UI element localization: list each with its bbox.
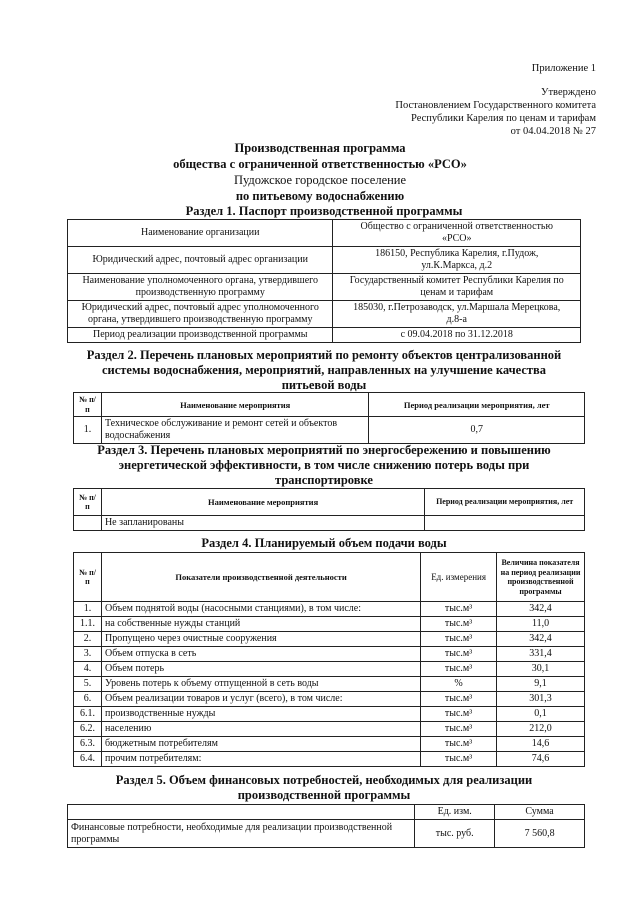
- row-indicator: Пропущено через очистные сооружения: [101, 632, 420, 647]
- table-row: [68, 247, 581, 274]
- row-unit: тыс.м³: [421, 602, 497, 617]
- passport-value: Общество с ограниченной ответственностью «РСО»: [333, 220, 581, 247]
- row-name: Техническое обслуживание и ремонт сетей и объектов водоснабжения: [101, 417, 368, 444]
- row-indicator: Объем реализации товаров и услуг (всего), в том числе:: [101, 692, 420, 707]
- section4-table: [73, 552, 585, 767]
- row-name: Финансовые потребности, необходимые для реализации производственной программы: [68, 820, 415, 848]
- table-row: [74, 722, 585, 737]
- row-unit: тыс.м³: [421, 752, 497, 767]
- col-header-unit: Ед. измерения: [421, 553, 497, 602]
- row-value: 30,1: [497, 662, 585, 677]
- row-value: 342,4: [497, 602, 585, 617]
- table-row: [74, 647, 585, 662]
- table-header-row: [74, 393, 585, 417]
- title-line: по питьевому водоснабжению: [235, 189, 405, 203]
- table-row: [74, 752, 585, 767]
- col-header-name: Наименование мероприятия: [101, 393, 368, 417]
- header-blank-cell: [68, 805, 415, 820]
- table-row: [68, 220, 581, 247]
- section1-title: Раздел 1. Паспорт производственной программы: [185, 204, 463, 218]
- section5-table: [67, 804, 585, 848]
- row-indicator: производственные нужды: [101, 707, 420, 722]
- row-value: 74,6: [497, 752, 585, 767]
- row-unit: тыс.м³: [421, 692, 497, 707]
- passport-label: Юридический адрес, почтовый адрес уполномоченного органа, утвердившего производственную программу: [68, 301, 333, 328]
- passport-value: Государственный комитет Республики Карелия по ценам и тарифам: [333, 274, 581, 301]
- section3-table: [73, 488, 585, 531]
- row-unit: тыс.м³: [421, 662, 497, 677]
- title-line: общества с ограниченной ответственностью «РСО»: [173, 157, 467, 171]
- table-row: [74, 692, 585, 707]
- row-value: 301,3: [497, 692, 585, 707]
- col-header-num: № п/п: [74, 553, 102, 602]
- passport-label: Юридический адрес, почтовый адрес организации: [68, 247, 333, 274]
- row-unit: %: [421, 677, 497, 692]
- row-indicator: Уровень потерь к объему отпущенной в сеть воды: [101, 677, 420, 692]
- row-value: 14,6: [497, 737, 585, 752]
- section4-title: Раздел 4. Планируемый объем подачи воды: [201, 536, 447, 550]
- row-num: 6.4.: [74, 752, 102, 767]
- passport-value: 186150, Республика Карелия, г.Пудож, ул.К.Маркса, д.2: [333, 247, 581, 274]
- table-row: [68, 820, 585, 848]
- row-num: 1.1.: [74, 617, 102, 632]
- row-value: 11,0: [497, 617, 585, 632]
- table-row: [74, 632, 585, 647]
- table-row: [74, 707, 585, 722]
- row-value: 9,1: [497, 677, 585, 692]
- row-num: 1.: [74, 417, 102, 444]
- row-num: 2.: [74, 632, 102, 647]
- row-num: [74, 516, 102, 531]
- approval-line: от 04.04.2018 № 27: [510, 126, 596, 137]
- row-value: 212,0: [497, 722, 585, 737]
- row-unit: тыс. руб.: [415, 820, 495, 848]
- row-indicator: Объем отпуска в сеть: [101, 647, 420, 662]
- approval-line: Утверждено: [541, 87, 596, 98]
- appendix-label: Приложение 1: [531, 63, 596, 74]
- row-period: [425, 516, 585, 531]
- table-row: [74, 516, 585, 531]
- table-header-row: [74, 553, 585, 602]
- table-header-row: [74, 489, 585, 516]
- row-num: 5.: [74, 677, 102, 692]
- section5-title: Раздел 5. Объем финансовых потребностей, необходимых для реализации производственной программы: [115, 773, 533, 802]
- table-row: [74, 617, 585, 632]
- row-num: 1.: [74, 602, 102, 617]
- row-unit: тыс.м³: [421, 647, 497, 662]
- row-sum: 7 560,8: [495, 820, 585, 848]
- col-header-sum: Сумма: [495, 805, 585, 820]
- row-value: 331,4: [497, 647, 585, 662]
- table-row: [74, 737, 585, 752]
- row-value: 342,4: [497, 632, 585, 647]
- passport-value: с 09.04.2018 по 31.12.2018: [333, 328, 581, 343]
- approval-block: [395, 86, 596, 138]
- table-row: [74, 662, 585, 677]
- col-header-num: № п/п: [74, 393, 102, 417]
- col-header-period: Период реализации мероприятия, лет: [369, 393, 585, 417]
- row-num: 3.: [74, 647, 102, 662]
- row-num: 6.2.: [74, 722, 102, 737]
- table-row: [68, 328, 581, 343]
- section1-table: [67, 219, 581, 343]
- row-unit: тыс.м³: [421, 737, 497, 752]
- row-num: 6.: [74, 692, 102, 707]
- title-line: Пудожское городское поселение: [233, 173, 407, 187]
- row-period: 0,7: [369, 417, 585, 444]
- passport-label: Наименование организации: [68, 220, 333, 247]
- col-header-value: Величина показателя на период реализации производственной программы: [497, 553, 585, 602]
- row-num: 4.: [74, 662, 102, 677]
- row-indicator: населению: [101, 722, 420, 737]
- row-unit: тыс.м³: [421, 707, 497, 722]
- row-name: Не запланированы: [101, 516, 424, 531]
- passport-value: 185030, г.Петрозаводск, ул.Маршала Мерецкова, д.8-а: [333, 301, 581, 328]
- table-row: [74, 417, 585, 444]
- col-header-unit: Ед. изм.: [415, 805, 495, 820]
- title-line: Производственная программа: [234, 141, 406, 155]
- row-num: 6.1.: [74, 707, 102, 722]
- row-indicator: прочим потребителям:: [101, 752, 420, 767]
- table-row: [74, 677, 585, 692]
- section2-title: Раздел 2. Перечень плановых мероприятий по ремонту объектов централизованной системы водоснабжения, мероприятий, направленных на улучшение качества питьевой воды: [86, 348, 562, 392]
- program-title: [0, 140, 640, 204]
- passport-label: Период реализации производственной программы: [68, 328, 333, 343]
- approval-line: Республики Карелия по ценам и тарифам: [411, 113, 596, 124]
- row-num: 6.3.: [74, 737, 102, 752]
- table-header-row: [68, 805, 585, 820]
- row-indicator: бюджетным потребителям: [101, 737, 420, 752]
- section2-table: [73, 392, 585, 444]
- col-header-indicator: Показатели производственной деятельности: [101, 553, 420, 602]
- approval-line: Постановлением Государственного комитета: [395, 100, 596, 111]
- row-value: 0,1: [497, 707, 585, 722]
- row-indicator: Объем поднятой воды (насосными станциями), в том числе:: [101, 602, 420, 617]
- col-header-name: Наименование мероприятия: [101, 489, 424, 516]
- row-unit: тыс.м³: [421, 632, 497, 647]
- section3-title: Раздел 3. Перечень плановых мероприятий по энергосбережению и повышению энергетической эффективности, в том числе снижению потерь воды при транспортировке: [97, 443, 551, 487]
- row-indicator: Объем потерь: [101, 662, 420, 677]
- col-header-num: № п/п: [74, 489, 102, 516]
- table-row: [68, 274, 581, 301]
- table-row: [68, 301, 581, 328]
- col-header-period: Период реализации мероприятия, лет: [425, 489, 585, 516]
- passport-label: Наименование уполномоченного органа, утвердившего производственную программу: [68, 274, 333, 301]
- table-row: [74, 602, 585, 617]
- row-indicator: на собственные нужды станций: [101, 617, 420, 632]
- row-unit: тыс.м³: [421, 617, 497, 632]
- row-unit: тыс.м³: [421, 722, 497, 737]
